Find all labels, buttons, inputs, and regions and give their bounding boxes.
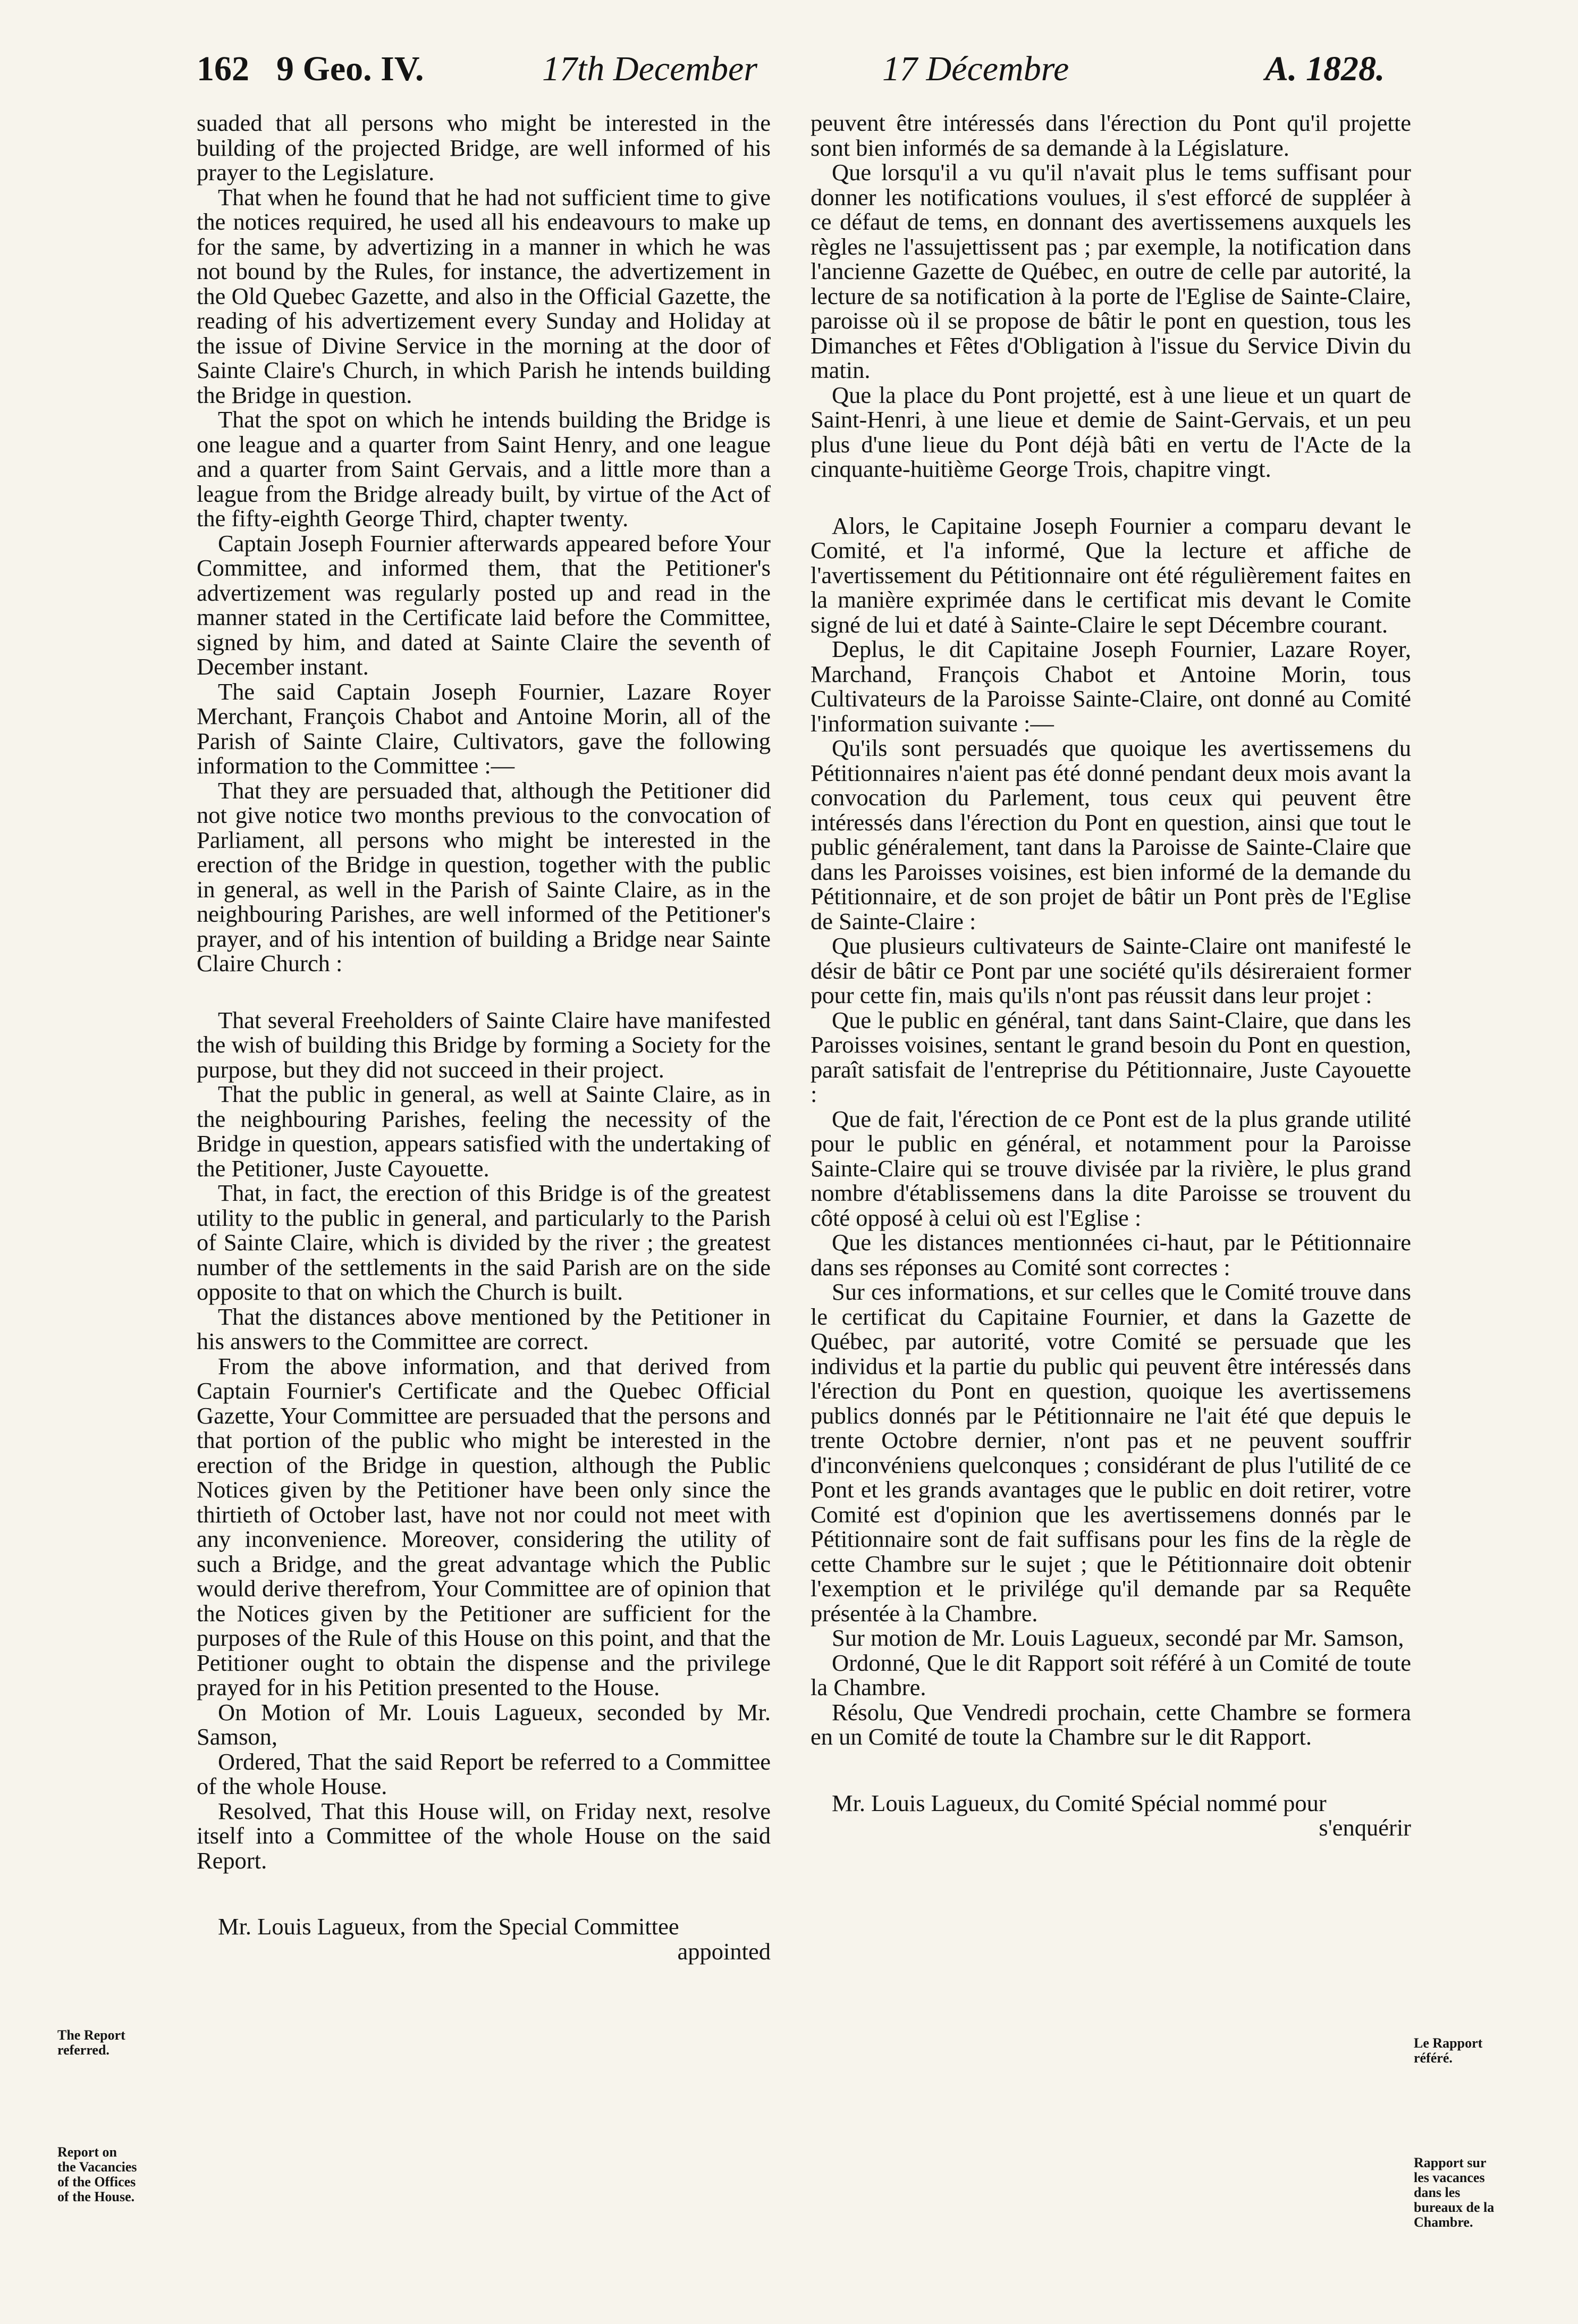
continuation-word: s'enquérir [1319, 1814, 1411, 1841]
margin-note-rapport-vacances: Rapport sur les vacances dans les bureaux de la Chambre. [1414, 2155, 1495, 2230]
english-column [197, 111, 771, 1964]
continuation-word: appointed [677, 1938, 771, 1965]
margin-note-report-vacancies: Report on the Vacancies of the Offices of the House. [57, 2144, 137, 2204]
running-header [197, 49, 1472, 97]
paragraph: That several Freeholders of Sainte Claire have manifested the wish of building this Bridge by forming a Society for the purpose, but they did not succeed in their project. [197, 1006, 771, 1083]
paragraph: Que le public en général, tant dans Saint-Claire, que dans les Paroisses voisines, sentant le grand besoin du Pont en question, paraît satisfait de l'entreprise du Pétitionnaire, Juste Cayouette : [811, 1006, 1411, 1107]
date-french: 17 Décembre [882, 49, 1069, 88]
order: Ordered, That the said Report be referred to a Committee of the whole House. [197, 1748, 771, 1799]
report-intro: Mr. Louis Lagueux, du Comité Spécial nommé pour [832, 1789, 1327, 1816]
order: Ordonné, Que le dit Rapport soit référé à un Comité de toute la Chambre. [811, 1649, 1411, 1700]
paragraph: Que lorsqu'il a vu qu'il n'avait plus le tems suffisant pour donner les notifications voulues, il s'est efforcé de suppléer à ce défaut de tems, en donnant des avertissemens auxquels les règles ne l'assujettissent pas ; par exemple, la notification dans l'ancienne Gazette de Québec, en outre de celle par autorité, la lecture de sa notification à la porte de l'Eglise de Sainte-Claire, paroisse où il se propose de bâtir le pont en question, tous les Dimanches et Fêtes d'Obligation à l'issue du Service Divin du matin. [811, 159, 1411, 383]
motion: Sur motion de Mr. Louis Lagueux, secondé par Mr. Samson, [832, 1624, 1404, 1651]
paragraph: That the distances above mentioned by the Petitioner in his answers to the Committee are correct. [197, 1303, 771, 1354]
paragraph: That, in fact, the erection of this Bridge is of the greatest utility to the public in general, and particularly to the Parish of Sainte Claire, which is divided by the river ; the greatest number of the settlements in the said Parish are on the side opposite to that on which the Church is built. [197, 1180, 771, 1305]
regnal-year: 9 Geo. IV. [276, 49, 424, 88]
resolution: Resolved, That this House will, on Friday next, resolve itself into a Committee of the whole House on the said Report. [197, 1797, 771, 1874]
paragraph: That they are persuaded that, although the Petitioner did not give notice two months previous to the convocation of Parliament, all persons who might be interested in the erection of the Bridge in question, together with the public in general, as well in the Parish of Sainte Claire, as in the neighbouring Parishes, are well informed of the Petitioner's prayer, and of his intention of building a Bridge near Sainte Claire Church : [197, 777, 771, 976]
paragraph: The said Captain Joseph Fournier, Lazare Royer Merchant, François Chabot and Antoine Morin, all of the Parish of Sainte Claire, Cultivators, gave the following information to the Committee :— [197, 678, 771, 779]
paragraph: Que la place du Pont projetté, est à une lieue et un quart de Saint-Henri, à une lieue et demie de Saint-Gervais, et un peu plus d'une lieue du Pont déjà bâti en vertu de l'Acte de la cinquante-huitième George Trois, chapitre vingt. [811, 381, 1411, 482]
paragraph: suaded that all persons who might be interested in the building of the projected Bridge, are well informed of his prayer to the Legislature. [197, 110, 771, 186]
paragraph: That when he found that he had not sufficient time to give the notices required, he used all his endeavours to make up for the same, by advertizing in a manner in which he was not bound by the Rules, for instance, the advertizement in the Old Quebec Gazette, and also in the Official Gazette, the reading of his advertizement every Sunday and Holiday at the issue of Divine Service in the morning at the door of Sainte Claire's Church, in which Parish he intends building the Bridge in question. [197, 183, 771, 408]
paragraph: Que les distances mentionnées ci-haut, par le Pétitionnaire dans ses réponses au Comité sont correctes : [811, 1229, 1411, 1281]
motion: On Motion of Mr. Louis Lagueux, seconded by Mr. Samson, [197, 1698, 771, 1750]
paragraph: peuvent être intéressés dans l'érection du Pont qu'il projette sont bien informés de sa demande à la Législature. [811, 110, 1411, 161]
paragraph: That the spot on which he intends building the Bridge is one league and a quarter from Saint Henry, and one league and a quarter from Saint Gervais, and a little more than a league from the Bridge already built, by virtue of the Act of the fifty-eighth George Third, chapter twenty. [197, 406, 771, 532]
paragraph: Qu'ils sont persuadés que quoique les avertissemens du Pétitionnaires n'aient pas été donné pendant deux mois avant la convocation du Parlement, tous ceux qui peuvent être intéressés dans l'érection du Pont en question, ainsi que tout le public généralement, tant dans la Paroisse de Sainte-Claire que dans les Paroisses voisines, est bien informé de la demande du Pétitionnaire, et de son projet de bâtir un Pont près de l'Eglise de Sainte-Claire : [811, 735, 1411, 934]
paragraph: From the above information, and that derived from Captain Fournier's Certificate and the Quebec Official Gazette, Your Committee are persuaded that the persons and that portion of the public who might be interested in the erection of the Bridge in question, although the Public Notices given by the Petitioner have been only since the thirtieth of October last, have not nor could not meet with any inconvenience. Moreover, considering the utility of such a Bridge, and the great advantage which the Public would derive therefrom, Your Committee are of opinion that the Notices given by the Petitioner are sufficient for the purposes of the Rule of this House on this point, and that the Petitioner ought to obtain the dispense and the privilege prayed for in his Petition presented to the House. [197, 1352, 771, 1700]
resolution: Résolu, Que Vendredi prochain, cette Chambre se formera en un Comité de toute la Chambre sur le dit Rapport. [811, 1698, 1411, 1750]
french-column [811, 111, 1411, 1840]
page-number: 162 [197, 49, 249, 88]
paragraph: Que de fait, l'érection de ce Pont est de la plus grande utilité pour le public en général, et notamment pour la Paroisse Sainte-Claire qui se trouve divisée par la rivière, le plus grand nombre d'établissemens dans la dite Paroisse se trouvent du côté opposé à celui où est l'Eglise : [811, 1105, 1411, 1231]
paragraph: Captain Joseph Fournier afterwards appeared before Your Committee, and informed them, that the Petitioner's advertizement was regularly posted up and read in the manner stated in the Certificate laid before the Committee, signed by him, and dated at Sainte Claire the seventh of December instant. [197, 529, 771, 680]
paragraph: Deplus, le dit Capitaine Joseph Fournier, Lazare Royer, Marchand, François Chabot et Antoine Morin, tous Cultivateurs de la Paroisse Sainte-Claire, ont donné au Comité l'information suivante :— [811, 636, 1411, 737]
margin-note-rapport-refere: Le Rapport référé. [1414, 2035, 1483, 2066]
date-english: 17th December [542, 49, 758, 88]
paragraph: Sur ces informations, et sur celles que le Comité trouve dans le certificat du Capitaine Fournier, et dans la Gazette de Québec, par autorité, votre Comité se persuade que les individus et la partie du public qui peuvent être intéressés dans l'érection du Pont en question, quoique les avertissemens publics donnés par le Pétitionnaire ne l'ait été que depuis le trente Octobre dernier, n'ont pas et ne peuvent souffrir d'inconvéniens quelconques ; considérant de plus l'utilité de ce Pont et les grands avantages que le public en doit retirer, votre Comité est d'opinion que les avertissemens donnés par le Pétitionnaire sont de fait suffisans pour les fins de la règle de cette Chambre sur le sujet ; que le Pétitionnaire doit obtenir l'exemption et le privilége qu'il demande par sa Requête présentée à la Chambre. [811, 1278, 1411, 1627]
margin-note-report-referred: The Report referred. [57, 2027, 125, 2058]
year: A. 1828. [1265, 49, 1385, 88]
report-intro: Mr. Louis Lagueux, from the Special Committee [218, 1913, 679, 1940]
paragraph: Alors, le Capitaine Joseph Fournier a comparu devant le Comité, et l'a informé, Que la lecture et affiche de l'avertissement du Pétitionnaire ont été régulièrement faites en la manière exprimée dans le certificat mis devant le Comite signé de lui et daté à Sainte-Claire le sept Décembre courant. [811, 512, 1411, 638]
paragraph: Que plusieurs cultivateurs de Sainte-Claire ont manifesté le désir de bâtir ce Pont par une société qu'ils désireraient former pour cette fin, mais qu'ils n'ont pas réussit dans leur projet : [811, 932, 1411, 1008]
paragraph: That the public in general, as well at Sainte Claire, as in the neighbouring Parishes, feeling the necessity of the Bridge in question, appears satisfied with the undertaking of the Petitioner, Juste Cayouette. [197, 1081, 771, 1182]
